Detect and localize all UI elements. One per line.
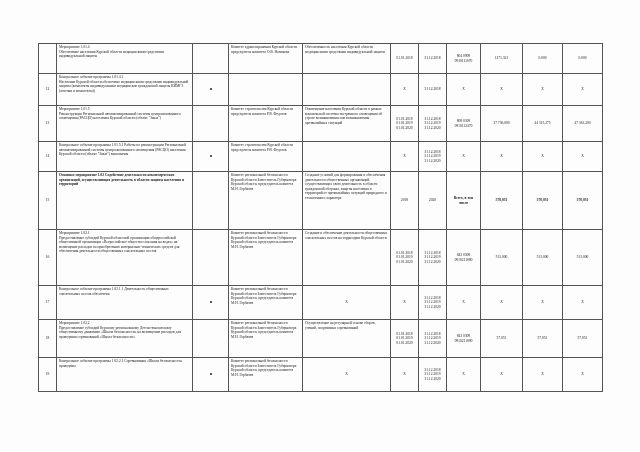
budget-code: X	[447, 74, 481, 106]
end-date: 2020	[419, 172, 447, 230]
expected-result: X	[303, 286, 391, 320]
budget-code: X	[447, 142, 481, 172]
start-date: 01.01.2018	[391, 44, 419, 74]
funding-2020: X	[563, 142, 603, 172]
expected-result: Обеспеченность населения Курской области медицинскими средствами индивидуальной защиты	[303, 44, 391, 74]
table-row	[39, 286, 603, 320]
start-date: X	[391, 286, 419, 320]
budget-code: Всего, в том числе	[447, 172, 481, 230]
control-event-marker	[193, 106, 229, 142]
end-date: 31.12.2018 31.12.2019 31.12.2020	[419, 230, 447, 286]
table-row	[39, 230, 603, 286]
end-date: 31.12.2018 31.12.2019 31.12.2020	[419, 358, 447, 392]
budget-code: 843 0309 0910211080	[447, 230, 481, 286]
responsible-executor: Комитет региональной безопасности Курской области Заместитель Губернатора Курской области, председатель комитета М.Н. Горбачев	[229, 172, 303, 230]
funding-2019: X	[523, 286, 563, 320]
table-row	[39, 172, 603, 230]
funding-2018: X	[481, 142, 523, 172]
measure-text: Мероприятие 1.01.4 Обеспечение населения Курской области медицинскими средствами индивидуальной защиты	[57, 44, 193, 74]
budget-code: X	[447, 286, 481, 320]
end-date: 31.12.2018 31.12.2019 31.12.2020	[419, 286, 447, 320]
measure-text: Основное мероприятие 1.02 Содействие деятельности некоммерческих организаций, осуществляющих деятельность в области защиты населения и территорий	[57, 172, 193, 230]
table-row	[39, 320, 603, 358]
funding-2018: 513,000	[481, 230, 523, 286]
start-date: 01.01.2018 01.01.2019 01.01.2020	[391, 106, 419, 142]
expected-result: Создание и обеспечение деятельности общественных спасательных постов на территории Курской области	[303, 230, 391, 286]
budget-code: 808 0309 0910112470	[447, 106, 481, 142]
table-row	[39, 106, 603, 142]
bullet-icon	[210, 155, 212, 157]
budget-code: 804 0909 0910111670	[447, 44, 481, 74]
measure-text: Мероприятие 1.01.5 Реконструкция Региональной автоматизированной системы централизованного оповещения (РАСЦО) населения Курской области (объект "Заказ")	[57, 106, 193, 142]
row-number: 18	[39, 320, 57, 358]
table-row	[39, 74, 603, 106]
table-body	[39, 44, 603, 392]
funding-2018: 57,051	[481, 320, 523, 358]
table-row	[39, 142, 603, 172]
program-plan-table	[38, 43, 603, 392]
measure-text: Контрольное событие программы 1.02.2.1 Соревнования «Школа безопасности» проведены	[57, 358, 193, 392]
control-event-marker	[193, 74, 229, 106]
responsible-executor: Комитет региональной безопасности Курской области Заместитель Губернатора Курской области, председатель комитета М.Н. Горбачев	[229, 358, 303, 392]
measure-text: Мероприятие 1.02.1 Предоставление субсидий Курской областной организации общероссийской общественной организации «Всероссийское общество спасания на водах» на возмещение расходов по приобретению материально-технических средств для обеспечения деятельности общественных спасательных постов	[57, 230, 193, 286]
row-number: 15	[39, 172, 57, 230]
control-event-marker	[193, 230, 229, 286]
end-date: 31.12.2018 31.12.2019 31.12.2020	[419, 320, 447, 358]
row-number	[39, 44, 57, 74]
funding-2020: 0,000	[563, 44, 603, 74]
funding-2020: 513,000	[563, 230, 603, 286]
start-date: X	[391, 74, 419, 106]
row-number: 16	[39, 230, 57, 286]
responsible-executor: Комитет региональной безопасности Курской области Заместитель Губернатора Курской области, председатель комитета М.Н. Горбачев	[229, 286, 303, 320]
measure-text: Контрольное событие программы 1.02.1.1 Деятельность общественных спасательных постов обеспечена	[57, 286, 193, 320]
funding-2018: X	[481, 74, 523, 106]
funding-2019: X	[523, 74, 563, 106]
bullet-icon	[210, 88, 212, 90]
responsible-executor: Комитет строительства Курской области председатель комитета Р.В. Федотов	[229, 106, 303, 142]
measure-text: Контрольное событие программы 1.01.5.1 Работы по реконструкции Региональной автоматизированной системы централизованного оповещения (РАСЦО) населения Курской области (объект "Заказ") выполнены	[57, 142, 193, 172]
end-date: 31.12.2018 31.12.2019 31.12.2020	[419, 142, 447, 172]
responsible-executor: Комитет здравоохранения Курской области председатель комитета О.В. Новикова	[229, 44, 303, 74]
funding-2018: 1271,321	[481, 44, 523, 74]
responsible-executor: Комитет региональной безопасности Курской области Заместитель Губернатора Курской области, председатель комитета М.Н. Горбачев	[229, 320, 303, 358]
start-date: X	[391, 358, 419, 392]
funding-2019: X	[523, 358, 563, 392]
start-date: X	[391, 142, 419, 172]
control-event-marker	[193, 172, 229, 230]
end-date: 31.12.2018 31.12.2019 31.12.2020	[419, 106, 447, 142]
funding-2020: 47 361,200	[563, 106, 603, 142]
responsible-executor: Комитет региональной безопасности Курской области Заместитель Губернатора Курской области, председатель комитета М.Н. Горбачев	[229, 230, 303, 286]
expected-result: Создание условий для формирования и обеспечения деятельности общественных организаций, осуществляющих свою деятельность в области гражданской обороны, защиты населения и территорий от чрезвычайных ситуаций природного и техногенного характера	[303, 172, 391, 230]
funding-2019: 0,000	[523, 44, 563, 74]
measure-text: Мероприятие 1.02.2 Предоставление субсидий Курскому региональному Детско-юношескому общественному движению «Школа безопасности» на возмещение расходов для проведения соревнований «Школа безопасности»	[57, 320, 193, 358]
row-number: 13	[39, 106, 57, 142]
funding-2020: 57,051	[563, 320, 603, 358]
funding-2018: 37 736,000	[481, 106, 523, 142]
expected-result	[303, 74, 391, 106]
start-date: 2018	[391, 172, 419, 230]
expected-result	[303, 142, 391, 172]
control-event-marker	[193, 358, 229, 392]
row-number: 12	[39, 74, 57, 106]
start-date: 01.01.2018 01.01.2019 01.01.2020	[391, 320, 419, 358]
bullet-icon	[210, 301, 212, 303]
control-event-marker	[193, 142, 229, 172]
end-date: 31.12.2018	[419, 74, 447, 106]
funding-2019: 513,000	[523, 230, 563, 286]
responsible-executor	[229, 74, 303, 106]
control-event-marker	[193, 320, 229, 358]
funding-2018: X	[481, 358, 523, 392]
responsible-executor: Комитет строительства Курской области председатель комитета Р.В. Федотов	[229, 142, 303, 172]
funding-2019: 570,051	[523, 172, 563, 230]
expected-result: X	[303, 358, 391, 392]
bullet-icon	[210, 373, 212, 375]
end-date: 31.12.2018	[419, 44, 447, 74]
funding-2018: 570,051	[481, 172, 523, 230]
funding-2019: 57,051	[523, 320, 563, 358]
expected-result: Осуществление на регулярной основе сборов, учений, спортивных соревнований	[303, 320, 391, 358]
table-row	[39, 44, 603, 74]
funding-2020: X	[563, 286, 603, 320]
table-row	[39, 358, 603, 392]
funding-2019: 44 315,275	[523, 106, 563, 142]
measure-text: Контрольное событие программы 1.01.4.1 Население Курской области обеспечено медицинскими средствами индивидуальной защиты (комплекты индивидуальные медицинские гражданской защиты КИМГЗ (аптечки и комплекты))	[57, 74, 193, 106]
funding-2019: X	[523, 142, 563, 172]
row-number: 17	[39, 286, 57, 320]
funding-2018: X	[481, 286, 523, 320]
funding-2020: 570,051	[563, 172, 603, 230]
row-number: 19	[39, 358, 57, 392]
expected-result: Оповещение населения Курской области в рамках комплексной системы экстренного оповещения об угрозе возникновения или возникновения чрезвычайных ситуаций	[303, 106, 391, 142]
control-event-marker	[193, 286, 229, 320]
funding-2020: X	[563, 74, 603, 106]
budget-code: 843 0309 0910211090	[447, 320, 481, 358]
control-event-marker	[193, 44, 229, 74]
row-number: 14	[39, 142, 57, 172]
start-date: 01.01.2018 01.01.2019 01.01.2020	[391, 230, 419, 286]
funding-2020: X	[563, 358, 603, 392]
budget-code: X	[447, 358, 481, 392]
